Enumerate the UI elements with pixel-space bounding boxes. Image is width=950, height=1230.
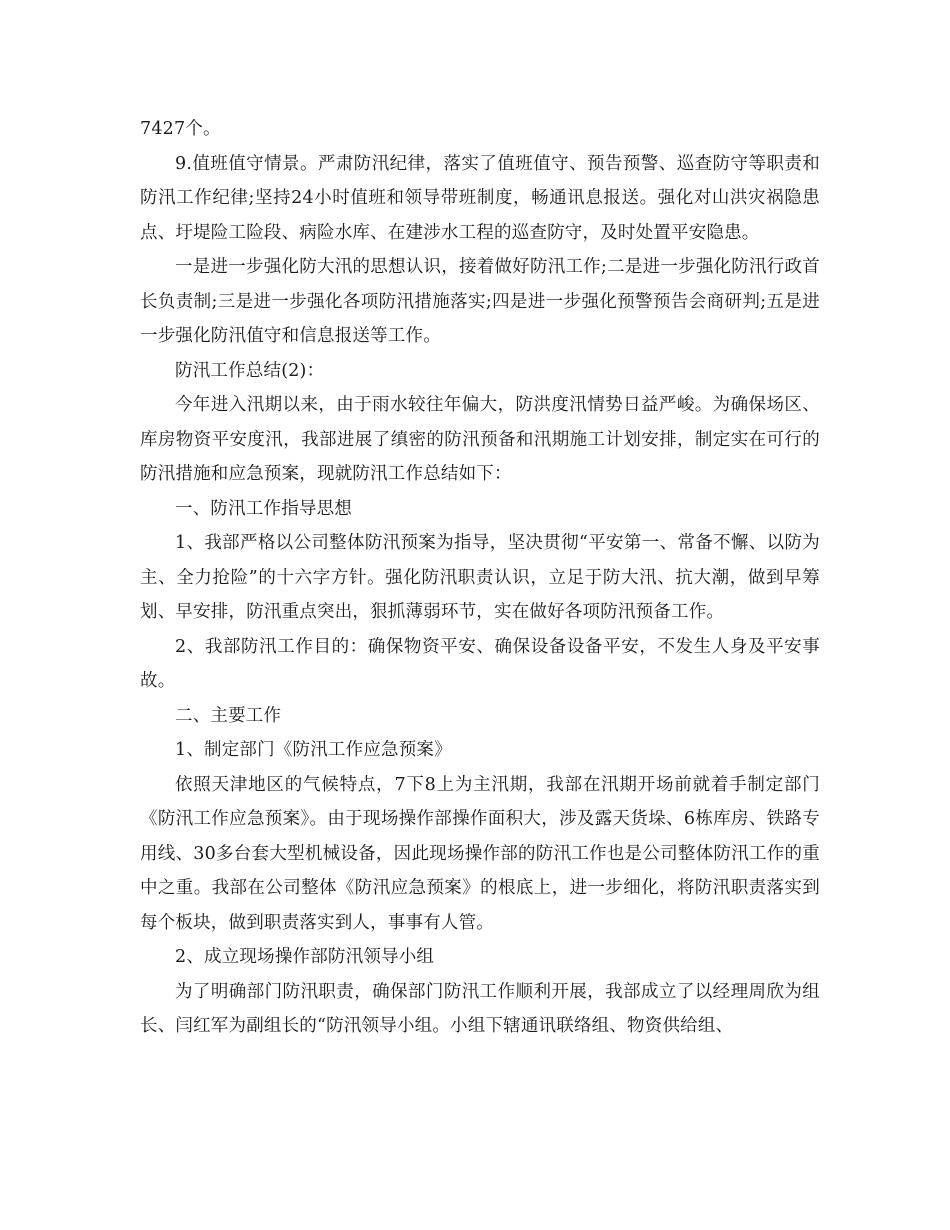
paragraph-emergency-plan: 依照天津地区的气候特点，7下8上为主汛期，我部在汛期开场前就着手制定部门《防汛工作应急预案》。由于现场操作部操作面积大，涉及露天货垛、6栋库房、铁路专用线、30多台套大型机械设备，因此现场操作部的防汛工作也是公司整体防汛工作的重中之重。我部在公司整体《防汛应急预案》的根底上，进一步细化，将防汛职责落实到每个板块，做到职责落实到人，事事有人管。 [140, 774, 820, 933]
subheading-emergency-plan: 1、制定部门《防汛工作应急预案》 [175, 740, 452, 760]
paragraph-leadership-group: 为了明确部门防汛职责，确保部门防汛工作顺利开展，我部成立了以经理周欣为组长、闫红军为副组长的“防汛领导小组。小组下辖通讯联络组、物资供给组、 [140, 981, 820, 1036]
paragraph-next-steps: 一是进一步强化防大汛的思想认识，接着做好防汛工作;二是进一步强化防汛行政首长负责制;三是进一步强化各项防汛措施落实;四是进一步强化预警预告会商研判;五是进一步强化防汛值守和信息报送等工作。 [140, 257, 820, 346]
document-page [140, 112, 820, 1044]
paragraph-continuation: 7427个。 [140, 119, 221, 139]
paragraph-duty-watch: 9.值班值守情景。严肃防汛纪律，落实了值班值守、预告预警、巡查防守等职责和防汛工作纪律;坚持24小时值班和领导带班制度，畅通讯息报送。强化对山洪灾祸隐患点、圩堤险工险段、病险水库、在建涉水工程的巡查防守，及时处置平安隐患。 [140, 153, 820, 243]
paragraph-goal: 2、我部防汛工作目的：确保物资平安、确保设备设备平安，不发生人身及平安事故。 [140, 636, 820, 691]
heading-main-work: 二、主要工作 [175, 705, 282, 726]
subheading-leadership-group: 2、成立现场操作部防汛领导小组 [175, 947, 435, 967]
paragraph-guideline: 1、我部严格以公司整体防汛预案为指导，坚决贯彻“平安第一、常备不懈、以防为主、全力抢险”的十六字方针。强化防汛职责认识，立足于防大汛、抗大潮，做到早筹划、早安排，防汛重点突出，狠抓薄弱环节，实在做好各项防汛预备工作。 [140, 533, 820, 622]
paragraph-intro: 今年进入汛期以来，由于雨水较往年偏大，防洪度汛情势日益严峻。为确保场区、库房物资平安度汛，我部进展了缜密的防汛预备和汛期施工计划安排，制定实在可行的防汛措施和应急预案，现就防汛工作总结如下： [140, 395, 820, 484]
section-title-summary-2: 防汛工作总结(2)： [175, 360, 325, 381]
heading-guiding-thought: 一、防汛工作指导思想 [175, 498, 352, 519]
